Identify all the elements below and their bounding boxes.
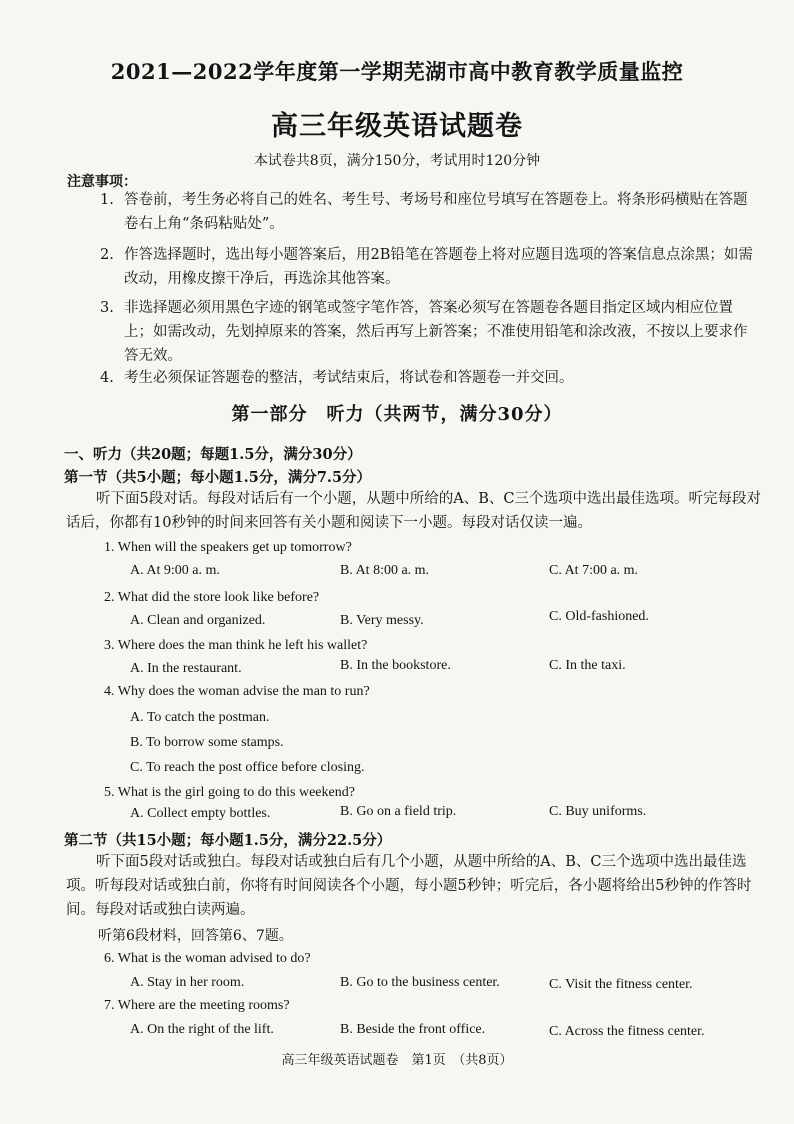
listening-heading: 一、听力（共20题；每题1.5分，满分30分） <box>64 446 362 463</box>
question-3: 3. Where does the man think he left his wallet? <box>104 638 368 653</box>
exam-name: 2021—2022学年度第一学期芜湖市高中教育教学质量监控 <box>110 59 684 84</box>
option-a: A. At 9:00 a. m. <box>130 563 220 578</box>
section-one-instructions: 听下面5段对话。每段对话后有一个小题，从题中所给的A、B、C三个选项中选出最佳选项。听完每段对话后，你都有10秒钟的时间来回答有关小题和阅读下一小题。每段对话仅读一遍。 <box>66 491 761 531</box>
section-two-heading: 第二节（共15小题；每小题1.5分，满分22.5分） <box>64 832 392 849</box>
page-footer: 高三年级英语试题卷 第1页 （共8页） <box>281 1053 513 1068</box>
note-number: 3. <box>100 300 114 316</box>
option-b: B. Go to the business center. <box>340 975 500 990</box>
question-5: 5. What is the girl going to do this weekend? <box>104 785 355 800</box>
note-number: 2. <box>100 247 114 263</box>
option-c: C. Visit the fitness center. <box>549 977 693 992</box>
note-number: 1. <box>100 192 114 208</box>
question-7: 7. Where are the meeting rooms? <box>104 998 290 1013</box>
option-a: A. Stay in her room. <box>130 975 245 990</box>
option-a: A. On the right of the lift. <box>130 1022 274 1037</box>
note-item <box>100 296 760 368</box>
question-2: 2. What did the store look like before? <box>104 590 320 605</box>
section-one-heading: 第一节（共5小题；每小题1.5分，满分7.5分） <box>64 469 372 486</box>
option-a: A. In the restaurant. <box>130 661 242 676</box>
section-two-instructions: 听下面5段对话或独白。每段对话或独白后有几个小题，从题中所给的A、B、C三个选项中选出最佳选项。听每段对话或独白前，你将有时间阅读各个小题，每小题5秒钟；听完后，各小题将给出5秒钟的作答时间。每段对话或独白读两遍。 <box>66 854 752 918</box>
question-4: 4. Why does the woman advise the man to run? <box>104 684 370 699</box>
material-note: 听第6段材料，回答第6、7题。 <box>98 928 293 944</box>
option-a: A. To catch the postman. <box>130 710 270 725</box>
question-6: 6. What is the woman advised to do? <box>104 951 311 966</box>
paper-title: 高三年级英语试题卷 <box>271 111 523 142</box>
option-b: B. Beside the front office. <box>340 1022 486 1037</box>
option-b: B. In the bookstore. <box>340 658 451 673</box>
note-text: 考生必须保证答题卷的整洁，考试结束后，将试卷和答题卷一并交回。 <box>124 370 574 386</box>
option-a: A. Collect empty bottles. <box>130 806 271 821</box>
option-c: C. To reach the post office before closing. <box>130 760 365 775</box>
note-item <box>100 188 760 236</box>
option-b: B. To borrow some stamps. <box>130 735 284 750</box>
option-c: C. In the taxi. <box>549 658 626 673</box>
option-c: C. Across the fitness center. <box>549 1024 705 1039</box>
option-c: C. Buy uniforms. <box>549 804 647 819</box>
notes-title: 注意事项： <box>67 174 137 190</box>
option-c: C. At 7:00 a. m. <box>549 563 639 578</box>
option-b: B. At 8:00 a. m. <box>340 563 430 578</box>
option-b: B. Go on a field trip. <box>340 804 457 819</box>
option-b: B. Very messy. <box>340 613 424 628</box>
note-text: 答卷前，考生务必将自己的姓名、考生号、考场号和座位号填写在答题卷上。将条形码横贴在答题卷右上角“条码粘贴处”。 <box>124 192 748 232</box>
note-text: 作答选择题时，选出每小题答案后，用2B铅笔在答题卷上将对应题目选项的答案信息点涂黑；如需改动，用橡皮擦干净后，再选涂其他答案。 <box>124 247 753 287</box>
option-c: C. Old-fashioned. <box>549 609 649 624</box>
note-item <box>100 243 760 291</box>
option-a: A. Clean and organized. <box>130 613 266 628</box>
question-1: 1. When will the speakers get up tomorrow? <box>104 540 352 555</box>
note-number: 4. <box>100 370 114 386</box>
note-item <box>100 366 760 390</box>
exam-info: 本试卷共8页，满分150分，考试用时120分钟 <box>253 153 541 169</box>
part-one-title: 第一部分 听力（共两节，满分30分） <box>231 404 563 425</box>
note-text: 非选择题必须用黑色字迹的钢笔或签字笔作答，答案必须写在答题卷各题目指定区域内相应位置上；如需改动，先划掉原来的答案，然后再写上新答案；不准使用铅笔和涂改液，不按以上要求作答无效。 <box>124 300 748 364</box>
